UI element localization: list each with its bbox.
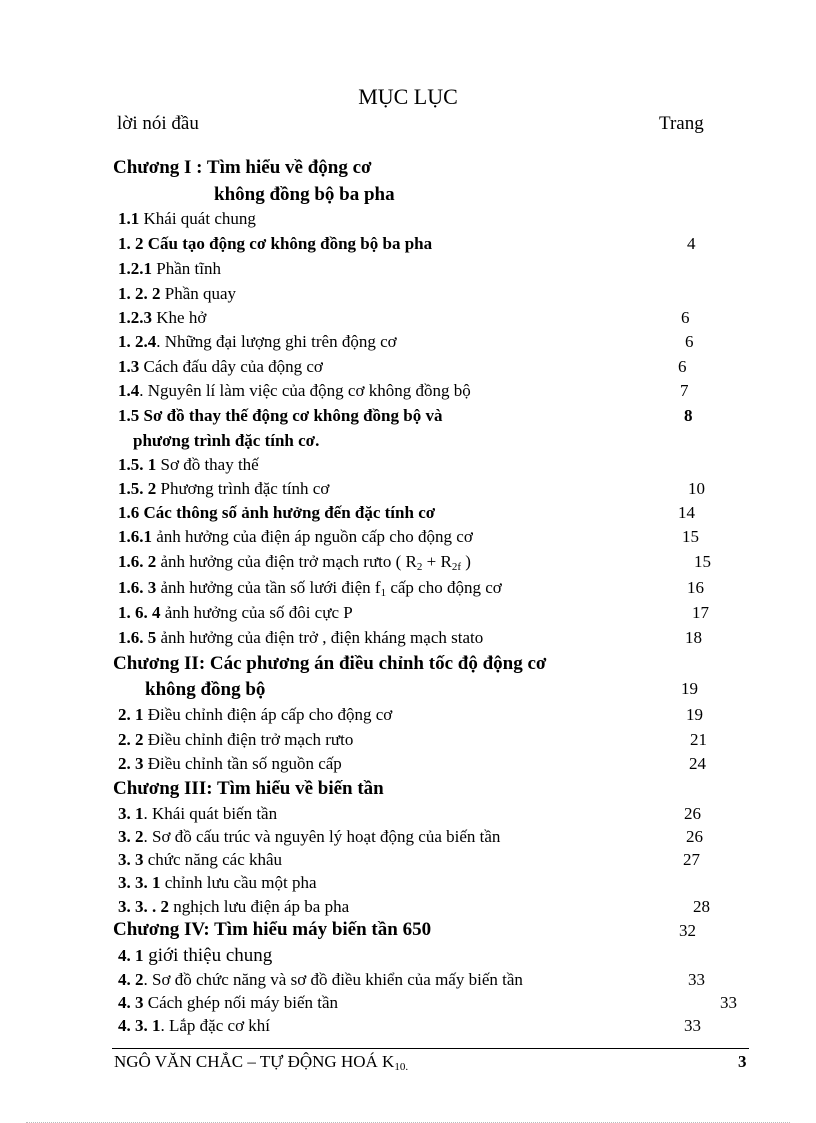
toc-page-number: 10: [688, 479, 705, 498]
toc-entry: 1.5 Sơ đồ thay thế động cơ không đồng bộ và: [118, 406, 443, 425]
toc-entry: 1. 2. 2 Phần quay: [118, 284, 237, 303]
toc-page-number: 33: [684, 1016, 701, 1035]
toc-entry: 1. 2.4. Những đại lượng ghi trên động cơ: [118, 332, 397, 351]
toc-page-number: 19: [686, 705, 703, 724]
toc-entry: 4. 3 Cách ghép nối máy biến tần: [118, 993, 339, 1012]
page-title: MỤC LỤC: [358, 84, 458, 109]
intro-label: lời nói đầu: [117, 113, 199, 134]
page-column-label: Trang: [659, 113, 704, 134]
toc-entry: 1. 2 Cấu tạo động cơ không đồng bộ ba pha: [118, 234, 433, 253]
toc-page-number: 26: [686, 827, 703, 846]
toc-page-number: 4: [687, 234, 696, 253]
toc-page-number: 6: [685, 332, 694, 351]
toc-entry: 2. 1 Điều chỉnh điện áp cấp cho động cơ: [118, 705, 393, 724]
toc-entry: 1.6 Các thông số ảnh hưởng đến đặc tính cơ: [118, 503, 436, 522]
toc-entry: 3. 3. . 2 nghịch lưu điện áp ba pha: [118, 897, 350, 916]
toc-page-number: 28: [693, 897, 710, 916]
toc-page-number: 21: [690, 730, 707, 749]
toc-entry: 2. 2 Điều chỉnh điện trở mạch rưto: [118, 730, 354, 749]
toc-entry: 4. 1 giới thiệu chung: [118, 945, 273, 966]
toc-page-number: 24: [689, 754, 706, 773]
toc-entry: 1. 6. 4 ảnh hưởng của số đôi cực P: [118, 603, 353, 622]
chapter-2-title: Chương II: Các phương án điều chỉnh tốc độ động cơ: [113, 653, 547, 674]
toc-entry: 1.1 Khái quát chung: [118, 209, 256, 228]
toc-entry: 1.6. 5 ảnh hưởng của điện trở , điện kháng mạch stato: [118, 628, 484, 647]
toc-page-number: 7: [680, 381, 689, 400]
toc-entry: 1.4. Nguyên lí làm việc của động cơ không đồng bộ: [118, 381, 471, 400]
toc-page-number: 15: [682, 527, 699, 546]
chapter-1-title: Chương I : Tìm hiểu về động cơ: [113, 157, 372, 178]
toc-page-number: 33: [688, 970, 705, 989]
toc-page-number: 32: [679, 921, 696, 940]
footer-page-number: 3: [738, 1052, 747, 1071]
toc-entry: 3. 2. Sơ đồ cấu trúc và nguyên lý hoạt động của biến tần: [118, 827, 501, 846]
footer-rule: [112, 1048, 749, 1049]
toc-page-number: 17: [692, 603, 709, 622]
toc-entry: 1.5. 2 Phương trình đặc tính cơ: [118, 479, 330, 498]
toc-entry-cont: phương trình đặc tính cơ.: [133, 431, 320, 450]
toc-page-number: 16: [687, 578, 704, 597]
toc-entry: 1.6.1 ảnh hưởng của điện áp nguồn cấp cho động cơ: [118, 527, 473, 546]
toc-entry: 1.6. 2 ảnh hưởng của điện trở mạch rưto ( $R_2 + R_{2f}$ ): [118, 552, 471, 573]
toc-entry: 2. 3 Điều chỉnh tần số nguồn cấp: [118, 754, 342, 773]
footer-author: NGÔ VĂN CHẮC – TỰ ĐỘNG HOÁ $K_{10.}$: [114, 1052, 409, 1073]
toc-entry: 4. 2. Sơ đồ chức năng và sơ đồ điều khiển của mấy biến tần: [118, 970, 523, 989]
chapter-2-title-cont: không đồng bộ: [145, 679, 266, 700]
toc-page-number: 27: [683, 850, 700, 869]
toc-entry: 3. 3. 1 chỉnh lưu cầu một pha: [118, 873, 317, 892]
toc-page-number: 6: [681, 308, 690, 327]
toc-page-number: 33: [720, 993, 737, 1012]
toc-entry: 3. 1. Khái quát biến tần: [118, 804, 278, 823]
toc-entry: 4. 3. 1. Lắp đặc cơ khí: [118, 1016, 271, 1035]
chapter-1-title-cont: không đồng bộ ba pha: [214, 184, 395, 205]
toc-page-number: 19: [681, 679, 698, 698]
toc-entry: 1.2.3 Khe hở: [118, 308, 207, 327]
toc-entry: 1.6. 3 ảnh hưởng của tần số lưới điện $f_1$ cấp cho động cơ: [118, 578, 502, 599]
toc-entry: 3. 3 chức năng các khâu: [118, 850, 283, 869]
chapter-4-title: Chương IV: Tìm hiểu máy biến tần 650: [113, 919, 432, 940]
toc-entry: 1.5. 1 Sơ đồ thay thế: [118, 455, 259, 474]
toc-page-number: 6: [678, 357, 687, 376]
toc-page-number: 18: [685, 628, 702, 647]
toc-page-number: 26: [684, 804, 701, 823]
toc-page-number: 8: [684, 406, 693, 425]
chapter-3-title: Chương III: Tìm hiểu về biến tần: [113, 778, 384, 799]
toc-entry: 1.2.1 Phần tĩnh: [118, 259, 221, 278]
toc-page-number: 14: [678, 503, 695, 522]
toc-entry: 1.3 Cách đấu dây của động cơ: [118, 357, 323, 376]
toc-page-number: 15: [694, 552, 711, 571]
